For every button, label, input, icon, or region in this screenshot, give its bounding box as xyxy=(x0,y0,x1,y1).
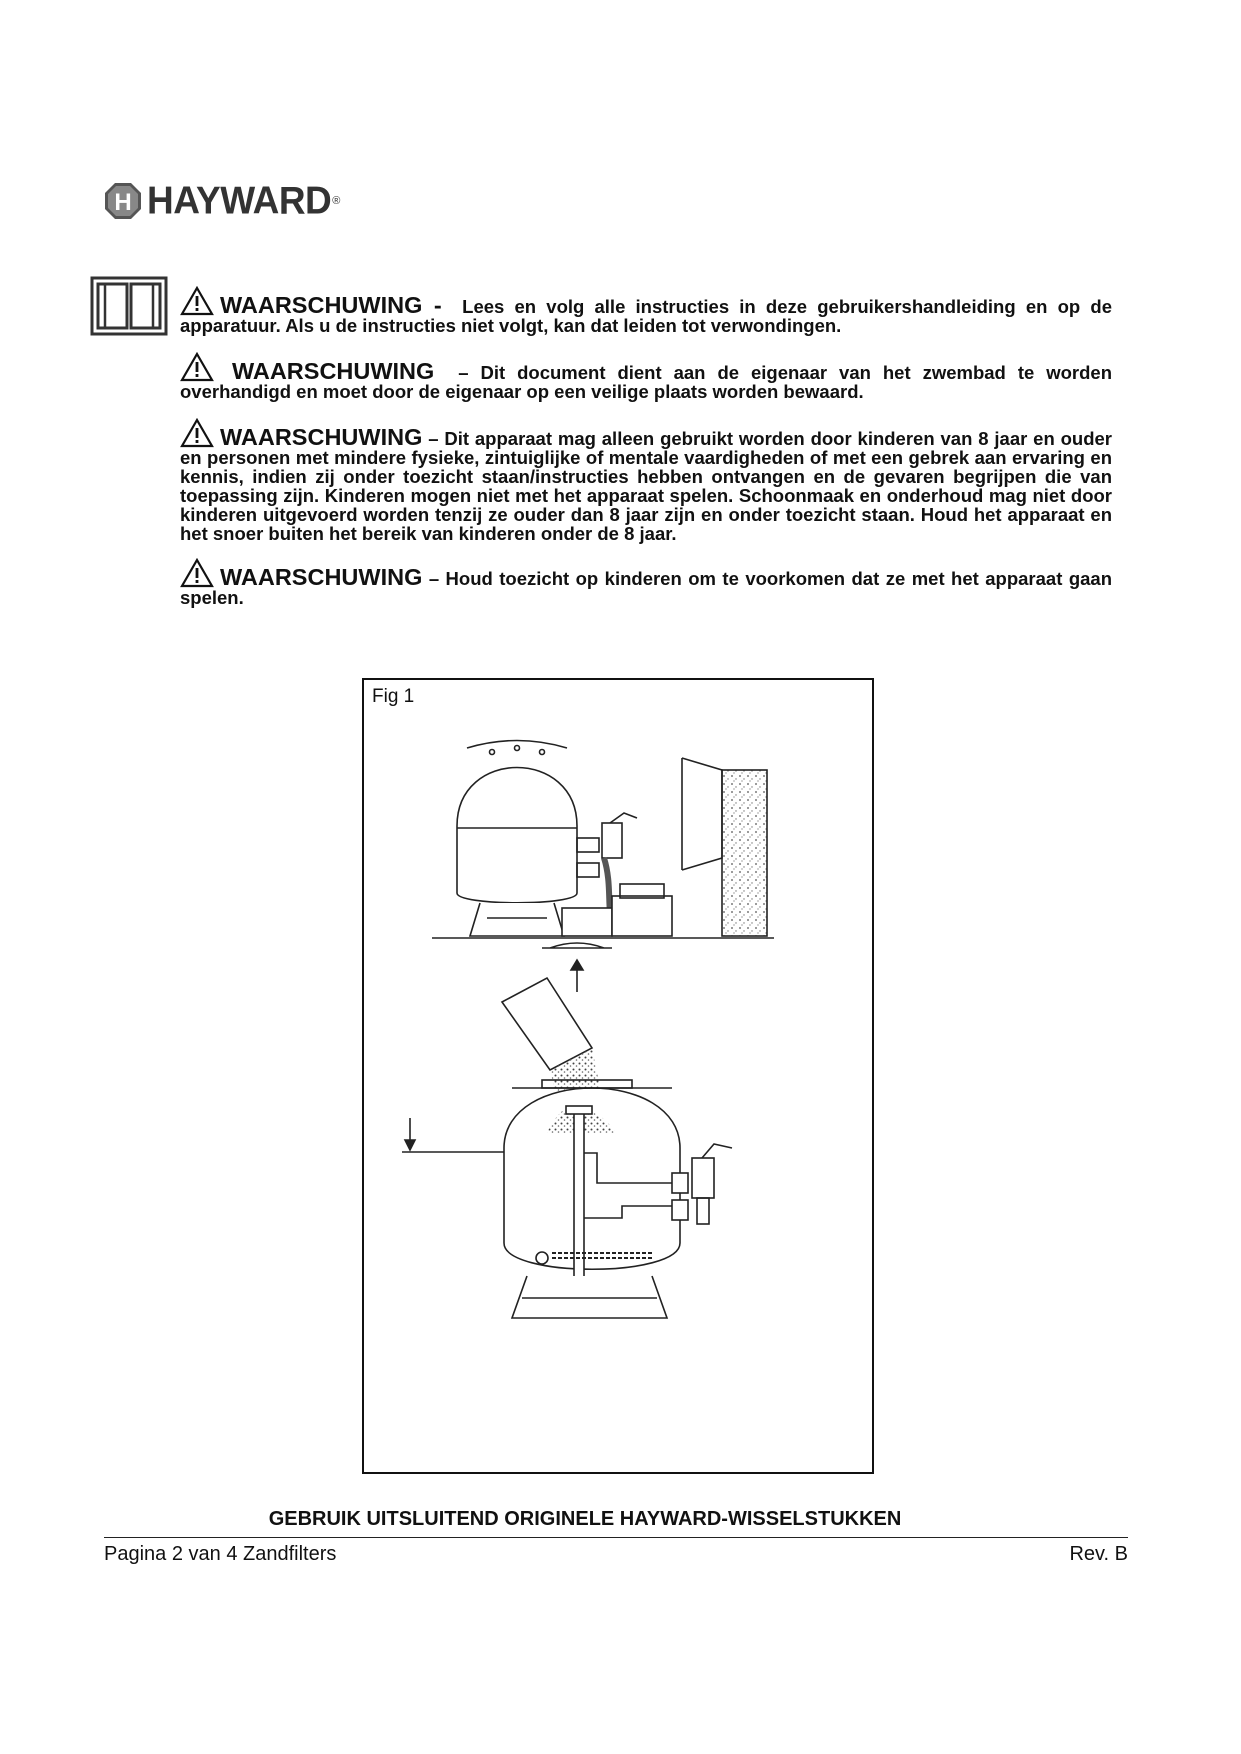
warning-text: Lees en volg alle instructies in deze gebruikershandleiding en op de apparatuur. Als u de instructies niet volgt, kan dat leiden tot verwondingen. xyxy=(180,296,1112,336)
warning-text: – Houd toezicht op kinderen om te voorkomen dat ze met het apparaat gaan spelen. xyxy=(180,568,1113,608)
warning-triangle-icon xyxy=(180,418,214,448)
warning-triangle-icon xyxy=(180,558,214,588)
warning-1 xyxy=(180,286,1112,335)
sand-loading-scene xyxy=(402,943,732,1318)
page-info: Pagina 2 van 4 Zandfilters xyxy=(104,1543,337,1565)
warning-triangle-icon xyxy=(180,286,214,316)
warning-3 xyxy=(180,418,1112,543)
svg-text:H: H xyxy=(114,189,132,216)
warning-4 xyxy=(180,558,1112,607)
sand-filter-illustration xyxy=(362,678,874,1474)
revision: Rev. B xyxy=(1069,1543,1128,1565)
installed-filter-scene xyxy=(432,741,774,939)
read-manual-icon xyxy=(90,274,168,338)
registered-mark: ® xyxy=(332,195,341,207)
hayward-logo-icon xyxy=(104,182,142,220)
figure-label: Fig 1 xyxy=(372,686,415,707)
footer-divider xyxy=(104,1537,1128,1538)
warning-heading: WAARSCHUWING xyxy=(220,564,423,590)
warning-triangle-icon xyxy=(180,352,214,382)
warning-heading: WAARSCHUWING xyxy=(220,424,423,450)
footer-note: GEBRUIK UITSLUITEND ORIGINELE HAYWARD-WISSELSTUKKEN xyxy=(268,1508,902,1530)
hayward-logo xyxy=(104,180,340,222)
warning-heading: WAARSCHUWING xyxy=(231,358,435,384)
warning-2 xyxy=(180,352,1112,401)
warning-heading: WAARSCHUWING - xyxy=(220,292,442,318)
brand-name: HAYWARD xyxy=(147,178,332,222)
warning-text: – Dit document dient aan de eigenaar van het zwembad te worden overhandigd en moet door de eigenaar op een veilige plaats worden bewaard. xyxy=(180,362,1113,402)
warning-text: – Dit apparaat mag alleen gebruikt worden door kinderen van 8 jaar en ouder en personen met mindere fysieke, zintuiglijke of mentale vaardigheden of met een gebrek aan ervaring en kennis, indien zij onder toezicht staan/instructies hebben ontvangen en de gevaren begrijpen die van toepassing zijn. Kinderen mogen niet met het apparaat spelen. Schoonmaak en onderhoud mag niet door kinderen uitgevoerd worden tenzij ze ouder dan 8 jaar zijn en onder toezicht staan. Houd het apparaat en het snoer buiten het bereik van kinderen onder de 8 jaar. xyxy=(180,428,1113,544)
